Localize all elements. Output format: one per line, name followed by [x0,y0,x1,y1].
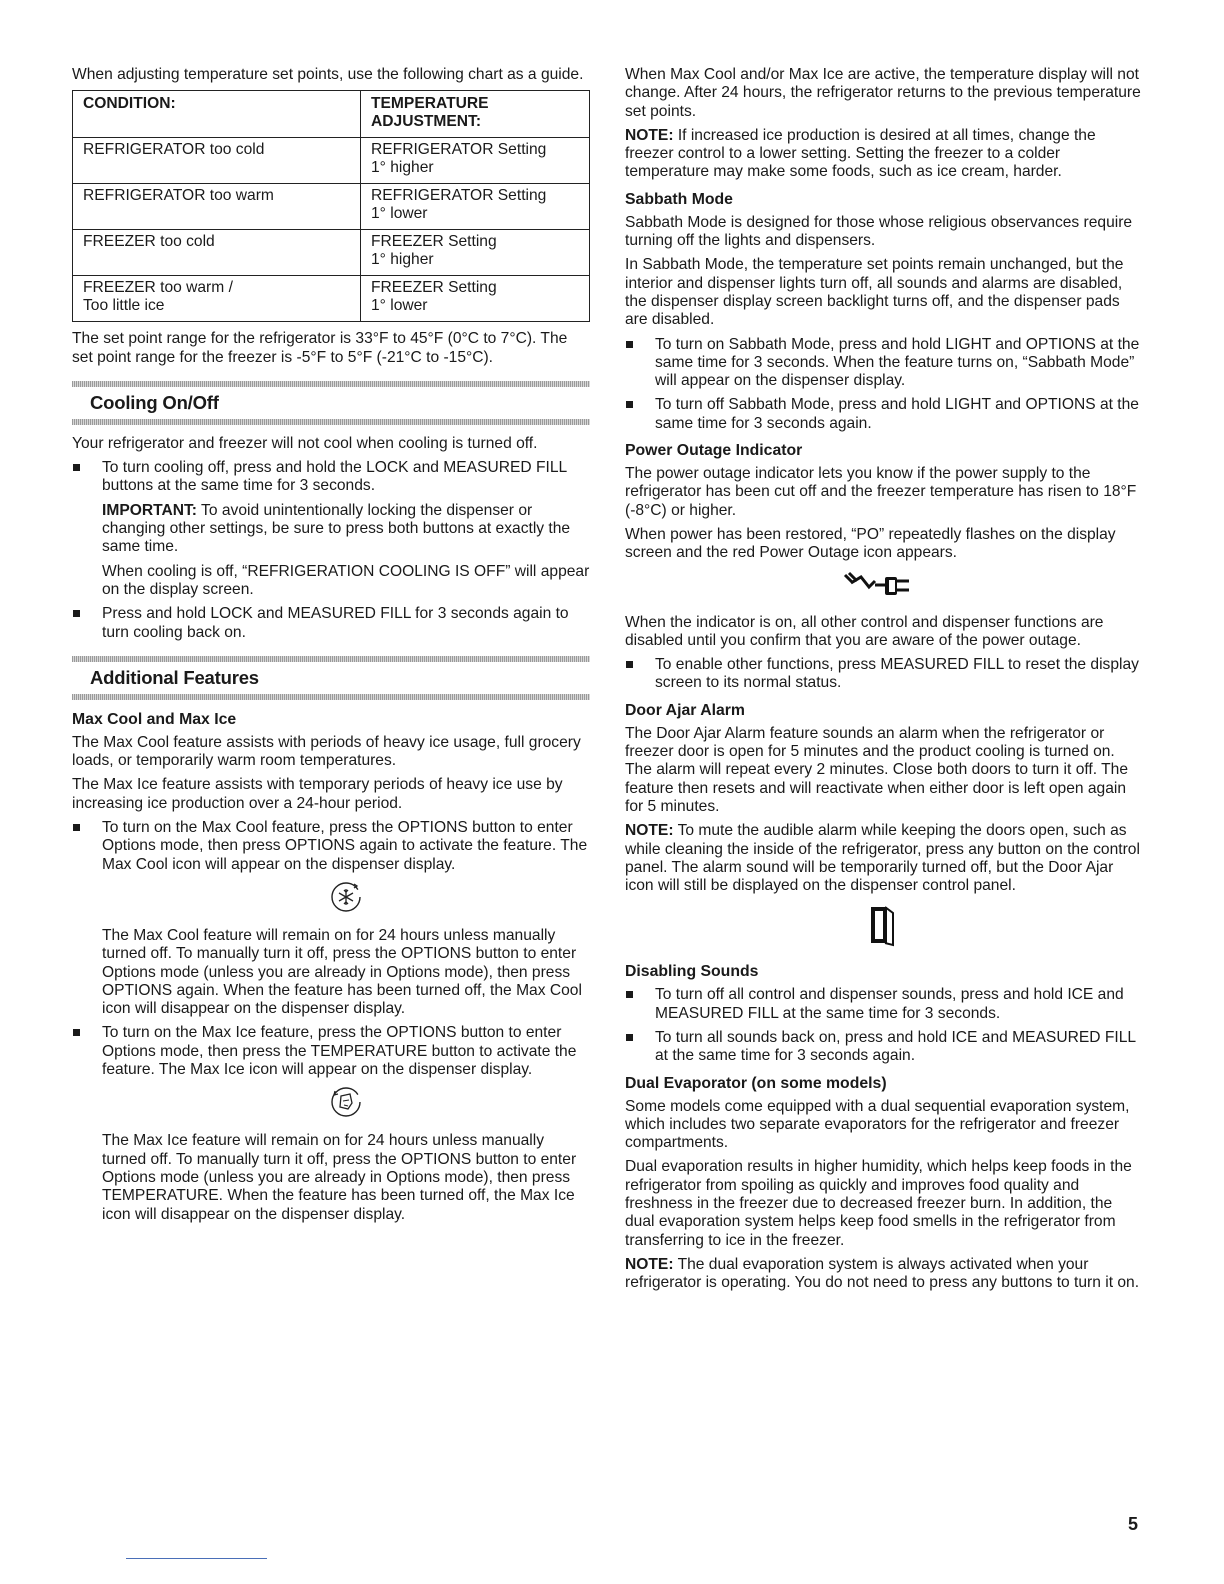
right-column [625,66,1141,1299]
door-ajar-title: Door Ajar Alarm [625,701,745,719]
list-item [625,396,1141,433]
bullet-mark [626,991,633,998]
list-item [625,1029,1141,1066]
bullet-mark [626,341,633,348]
power-plug-icon [841,569,925,601]
sabbath-details: In Sabbath Mode, the temperature set points remain unchanged, but the interior and dispenser lights turn off, all sounds and alarms are disabled, the dispenser display screen backlight turns off, and the dispenser pads are disabled. [625,256,1124,329]
power-outage-icon-row [625,569,1141,606]
disabling-sounds-title: Disabling Sounds [625,963,759,981]
indicator-on-note: When the indicator is on, all other control and dispenser functions are disabled until you confirm that you are aware of the power outage. [625,613,1104,649]
table-cell-condition: FREEZER too cold [73,230,361,276]
max-ice-icon [102,1085,590,1124]
table-cell-condition: FREEZER too warm / Too little ice [73,276,361,322]
bullet-mark [73,1029,80,1036]
max-cool-icon [102,880,590,919]
sabbath-description: Sabbath Mode is designed for those whose religious observances require turning off the lights and dispensers. [625,213,1133,250]
table-row [73,138,590,184]
chart-intro: When adjusting temperature set points, use the following chart as a guide. [72,66,584,83]
max-active-note: When Max Cool and/or Max Ice are active, the temperature display will not change. After 24 hours, the refrigerator returns to the previous temperature set points. [625,66,1141,120]
door-ajar-icon [865,901,901,949]
ice-cube-cycle-icon [329,1085,363,1119]
dual-evaporator-benefits: Dual evaporation results in higher humidity, which helps keep foods in the refrigerator from spoiling as quickly and improves food quality and freshness in the freezer due to decreased freezer burn. In addition, the dual evaporation system helps keep food smells in the refrigerator from transferring to ice in the freezer. [625,1158,1132,1249]
table-row [73,230,590,276]
cooling-off-instruction: To turn cooling off, press and hold the LOCK and MEASURED FILL buttons at the same time for 3 seconds. [102,459,567,495]
table-header-adjustment: TEMPERATURE ADJUSTMENT: [361,91,590,138]
power-outage-title: Power Outage Indicator [625,442,803,460]
table-row [73,276,590,322]
list-item [625,336,1141,391]
ice-production-note: NOTE: If increased ice production is desired at all times, change the freezer control to a lower setting. Setting the freezer to a colder temperature may make some foods, such as ice cream, harder. [625,126,1096,181]
dual-evaporator-title: Dual Evaporator (on some models) [625,1074,887,1092]
max-ice-on-instruction: To turn on the Max Ice feature, press the OPTIONS button to enter Options mode, then press the TEMPERATURE button to activate the feature. The Max Ice icon will appear on the dispenser display. [102,1024,577,1079]
page-number: 5 [1128,1514,1139,1534]
important-note: IMPORTANT: To avoid unintentionally locking the dispenser or changing other settings, be sure to press both buttons at exactly the same time. [102,501,571,556]
snowflake-cycle-icon [329,880,363,914]
list-item [72,1024,590,1223]
section-title: Cooling On/Off [90,391,219,413]
dual-evaporator-note: NOTE: The dual evaporation system is always activated when your refrigerator is operating. You do not need to press any buttons to turn it on. [625,1255,1140,1292]
sounds-on-instruction: To turn all sounds back on, press and hold ICE and MEASURED FILL at the same time for 3 seconds again. [655,1028,1136,1065]
max-ice-description: The Max Ice feature assists with temporary periods of heavy ice use by increasing ice production over a 24-hour period. [72,776,563,812]
reset-display-instruction: To enable other functions, press MEASURED FILL to reset the display screen to its normal status. [655,656,1139,692]
max-cool-on-instruction: To turn on the Max Cool feature, press the OPTIONS button to enter Options mode, then press OPTIONS again to activate the feature. The Max Cool icon will appear on the dispenser display. [102,819,588,873]
sabbath-off-instruction: To turn off Sabbath Mode, press and hold LIGHT and OPTIONS at the same time for 3 seconds again. [655,396,1139,432]
bullet-mark [626,401,633,408]
table-cell-condition: REFRIGERATOR too warm [73,184,361,230]
bullet-mark [73,464,80,471]
bullet-mark [626,661,633,668]
table-cell-adjustment: FREEZER Setting 1° lower [361,276,590,322]
list-item [72,459,590,599]
section-rule-bottom [72,694,590,700]
left-column [72,66,590,1230]
bullet-mark [626,1034,633,1041]
table-cell-adjustment: REFRIGERATOR Setting 1° higher [361,138,590,184]
sounds-off-instruction: To turn off all control and dispenser sounds, press and hold ICE and MEASURED FILL at the same time for 3 seconds. [655,986,1124,1022]
table-header-condition: CONDITION: [73,91,361,138]
dual-evaporator-description: Some models come equipped with a dual sequential evaporation system, which includes two separate evaporators for the refrigerator and freezer compartments. [625,1097,1130,1152]
sabbath-on-instruction: To turn on Sabbath Mode, press and hold LIGHT and OPTIONS at the same time for 3 seconds. When the feature turns on, “Sabbath Mode” will appear on the dispenser display. [655,335,1140,390]
list-item [625,656,1141,693]
door-ajar-note: NOTE: To mute the audible alarm while keeping the doors open, such as while cleaning the inside of the refrigerator, press any button on the control panel. The alarm sound will be temporarily turned off, but the Door Ajar icon will still be displayed on the dispenser control panel. [625,822,1140,895]
set-point-range-note: The set point range for the refrigerator is 33°F to 45°F (0°C to 7°C). The set point range for the freezer is -5°F to 5°F (-21°C to -15°C). [72,330,568,366]
max-cool-ice-title: Max Cool and Max Ice [72,710,237,728]
door-ajar-description: The Door Ajar Alarm feature sounds an alarm when the refrigerator or freezer door is open for 5 minutes and the product cooling is turned on. The alarm will repeat every 2 minutes. Close both doors to turn it off. The feature then resets and will reactivate when either door is left open again for 5 minutes. [625,724,1128,815]
section-title: Additional Features [90,666,259,688]
cooling-section-heading [72,381,590,425]
power-restored-note: When power has been restored, “PO” repeatedly flashes on the display screen and the red Power Outage icon appears. [625,525,1116,562]
max-cool-description: The Max Cool feature assists with periods of heavy ice usage, full grocery loads, or temporarily warm room temperatures. [72,733,581,770]
footer-link-line [126,1558,267,1559]
power-outage-description: The power outage indicator lets you know if the power supply to the refrigerator has been cut off and the freezer temperature has risen to 18°F (-8°C) or higher. [625,465,1137,519]
bullet-mark [73,610,80,617]
bullet-mark [73,824,80,831]
cooling-off-display-note: When cooling is off, “REFRIGERATION COOLING IS OFF” will appear on the display screen. [102,562,590,598]
cooling-intro: Your refrigerator and freezer will not cool when cooling is turned off. [72,434,538,452]
section-rule-bottom [72,419,590,425]
table-cell-adjustment: FREEZER Setting 1° higher [361,230,590,276]
table-cell-adjustment: REFRIGERATOR Setting 1° lower [361,184,590,230]
list-item [72,605,590,642]
sabbath-mode-title: Sabbath Mode [625,190,733,208]
door-ajar-icon-row [625,901,1141,954]
table-row [73,184,590,230]
max-cool-off-instruction: The Max Cool feature will remain on for 24 hours unless manually turned off. To manually turn it off, press the OPTIONS button to enter Options mode (unless you are already in Options mode), then press OPTIONS again. When the feature has been turned off, the Max Cool icon will disappear on the dispenser display. [102,926,582,1018]
table-header-row [73,91,590,138]
list-item [625,986,1141,1023]
temperature-chart [72,90,590,322]
max-ice-off-instruction: The Max Ice feature will remain on for 24 hours unless manually turned off. To manually turn it off, press the OPTIONS button to enter Options mode (unless you are already in Options mode), then press TEMPERATURE. When the feature has been turned off, the Max Ice icon will disappear on the dispenser display. [102,1132,577,1223]
additional-section-heading [72,656,590,700]
list-item [72,819,590,1018]
table-cell-condition: REFRIGERATOR too cold [73,138,361,184]
cooling-on-instruction: Press and hold LOCK and MEASURED FILL for 3 seconds again to turn cooling back on. [102,605,569,641]
